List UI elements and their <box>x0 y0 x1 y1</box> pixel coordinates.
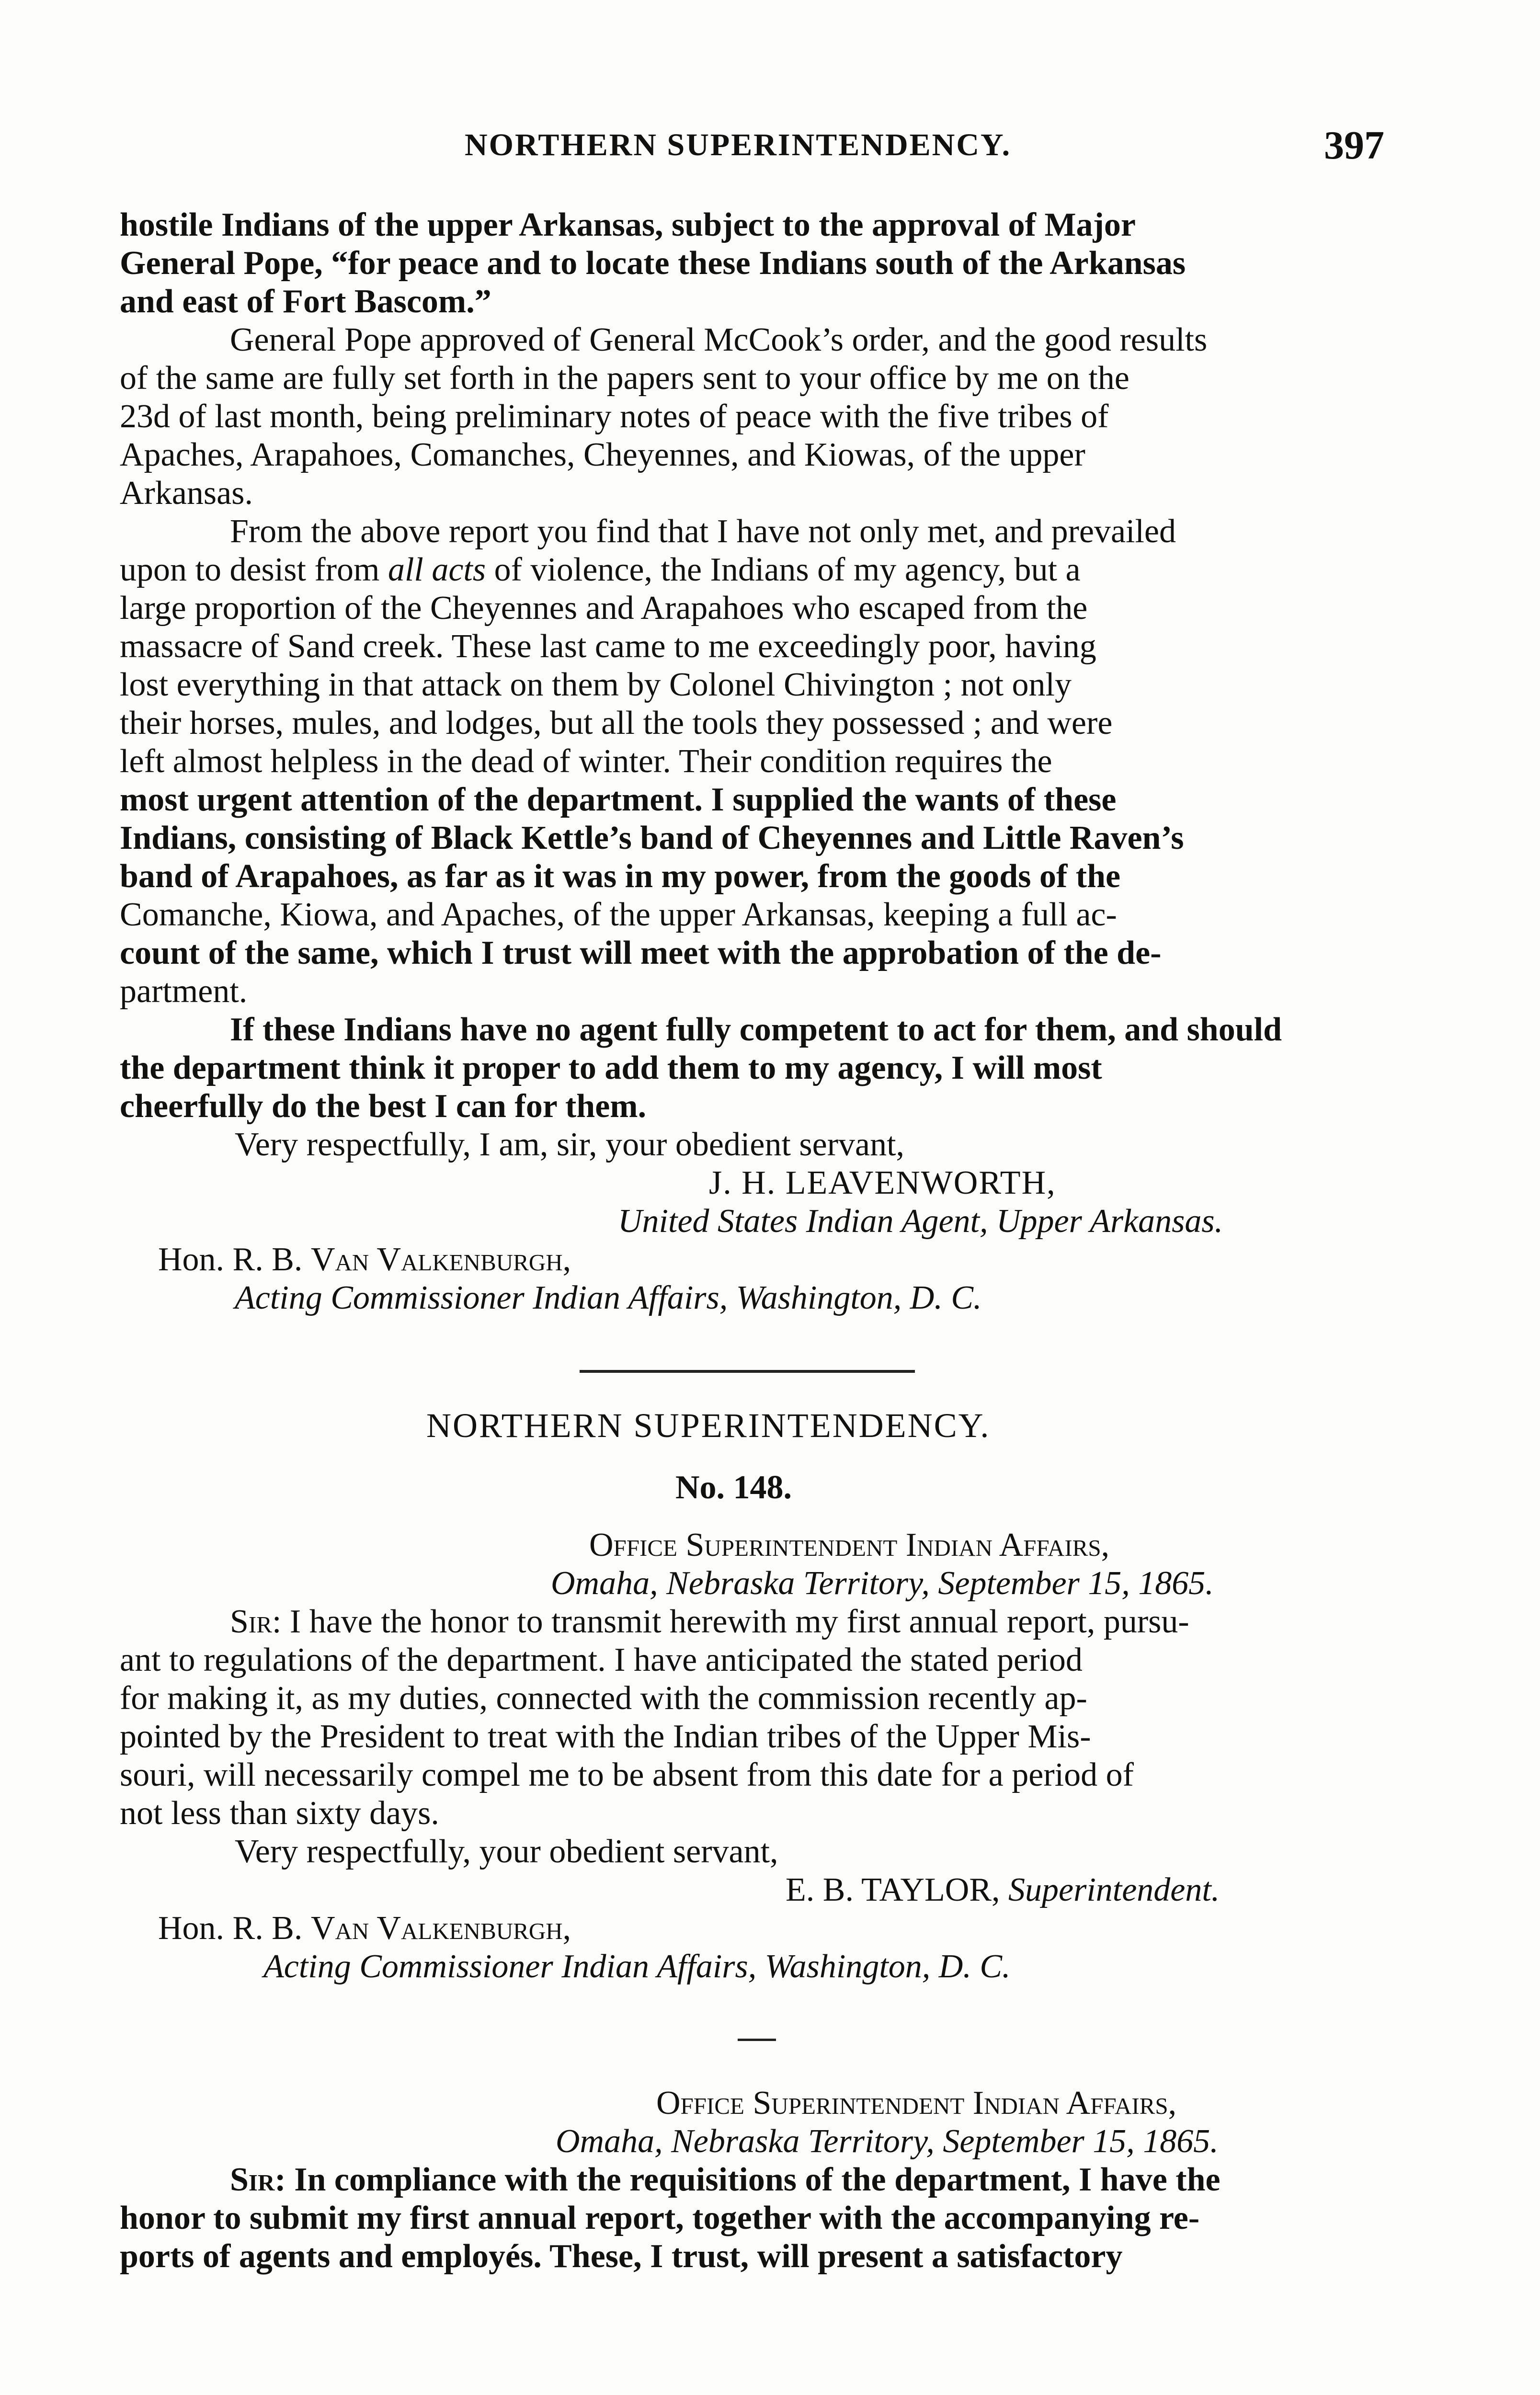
signer-title: United States Indian Agent, Upper Arkansas. <box>618 1203 1223 1240</box>
line: most urgent attention of the department. I supplied the wants of these <box>120 781 1117 818</box>
line: : I have the honor to transmit herewith my first annual report, pursu- <box>272 1603 1189 1640</box>
page-header <box>120 122 1384 175</box>
line: count of the same, which I trust will meet with the approbation of the de- <box>120 935 1162 971</box>
line: their horses, mules, and lodges, but all the tools they possessed ; and were <box>120 705 1113 741</box>
line: and east of Fort Bascom.” <box>120 283 491 320</box>
line: ant to regulations of the department. I have anticipated the stated period <box>120 1642 1083 1678</box>
line: hostile Indians of the upper Arkansas, subject to the approval of Major <box>120 206 1136 243</box>
line: large proportion of the Cheyennes and Arapahoes who escaped from the <box>120 590 1088 627</box>
addressee <box>158 1241 1384 1279</box>
signer-title: Superintendent. <box>1008 1871 1220 1908</box>
addressee-title: Acting Commissioner Indian Affairs, Washington, D. C. <box>263 1948 1011 1985</box>
addressee <box>158 1909 1384 1948</box>
office-line: Office Superintendent Indian Affairs, <box>656 2085 1177 2121</box>
document-number: No. 148. <box>675 1469 792 1506</box>
place-date-line: Omaha, Nebraska Territory, September 15, 1865. <box>551 1565 1214 1602</box>
line: : In compliance with the requisitions of the department, I have the <box>274 2161 1221 2198</box>
line: Indians, consisting of Black Kettle’s band of Cheyennes and Little Raven’s <box>120 820 1184 856</box>
line: left almost helpless in the dead of winter. Their condition requires the <box>120 743 1052 780</box>
salutation: Sir <box>230 1603 272 1640</box>
line: General Pope, “for peace and to locate these Indians south of the Arkansas <box>120 245 1186 282</box>
addressee-name: Van Valkenburgh, <box>310 1241 571 1278</box>
line: Arkansas. <box>120 475 253 512</box>
line: partment. <box>120 973 248 1010</box>
addressee-prefix: Hon. R. B. <box>158 1241 311 1278</box>
line: From the above report you find that I have not only met, and prevailed <box>230 513 1176 550</box>
addressee-prefix: Hon. R. B. <box>158 1910 311 1947</box>
section-title: NORTHERN SUPERINTENDENCY. <box>426 1406 991 1445</box>
line: of violence, the Indians of my agency, but a <box>486 551 1081 588</box>
line: cheerfully do the best I can for them. <box>120 1088 647 1125</box>
paragraph-3 <box>120 513 1384 1011</box>
line: the department think it proper to add them to my agency, I will most <box>120 1049 1102 1086</box>
page-body <box>120 206 1384 2276</box>
line: souri, will necessarily compel me to be absent from this date for a period of <box>120 1756 1134 1793</box>
line: band of Arapahoes, as far as it was in my power, from the goods of the <box>120 858 1121 895</box>
paragraph-1 <box>120 206 1384 321</box>
line: lost everything in that attack on them by Colonel Chivington ; not only <box>120 666 1072 703</box>
line: of the same are fully set forth in the papers sent to your office by me on the <box>120 360 1129 397</box>
line: not less than sixty days. <box>120 1795 439 1832</box>
line: upon to desist from <box>120 551 388 588</box>
addressee-title: Acting Commissioner Indian Affairs, Washington, D. C. <box>235 1279 982 1316</box>
emphasis: all acts <box>388 551 486 588</box>
page-number: 397 <box>1324 123 1384 168</box>
line: Comanche, Kiowa, and Apaches, of the upper Arkansas, keeping a full ac- <box>120 896 1117 933</box>
addressee-name: Van Valkenburgh, <box>310 1910 571 1947</box>
letter2-body <box>120 1603 1384 1833</box>
signer-name: E. B. TAYLOR, <box>786 1871 1009 1908</box>
signer-name: J. H. LEAVENWORTH, <box>709 1164 1056 1201</box>
paragraph-2 <box>120 321 1384 513</box>
running-head: NORTHERN SUPERINTENDENCY. <box>465 127 1012 162</box>
paragraph-4 <box>120 1011 1384 1126</box>
closing-line: Very respectfully, your obedient servant, <box>235 1833 778 1870</box>
place-date-line: Omaha, Nebraska Territory, September 15, 1865. <box>556 2123 1219 2160</box>
line: Apaches, Arapahoes, Comanches, Cheyennes, and Kiowas, of the upper <box>120 436 1085 473</box>
line: pointed by the President to treat with the Indian tribes of the Upper Mis- <box>120 1718 1091 1755</box>
line: General Pope approved of General McCook’s order, and the good results <box>230 321 1208 358</box>
short-divider <box>738 2039 776 2041</box>
line: honor to submit my first annual report, together with the accompanying re- <box>120 2200 1200 2236</box>
line: 23d of last month, being preliminary notes of peace with the five tribes of <box>120 398 1109 435</box>
line: massacre of Sand creek. These last came to me exceedingly poor, having <box>120 628 1096 665</box>
line: for making it, as my duties, connected with the commission recently ap- <box>120 1680 1087 1717</box>
closing-line: Very respectfully, I am, sir, your obedient servant, <box>235 1126 905 1163</box>
line: ports of agents and employés. These, I trust, will present a satisfactory <box>120 2238 1123 2275</box>
line: If these Indians have no agent fully competent to act for them, and should <box>230 1011 1282 1048</box>
office-line: Office Superintendent Indian Affairs, <box>589 1527 1110 1563</box>
letter3-body <box>120 2161 1384 2276</box>
salutation: Sir <box>230 2161 275 2198</box>
section-divider <box>580 1370 915 1373</box>
signer-line <box>786 1871 1384 1909</box>
